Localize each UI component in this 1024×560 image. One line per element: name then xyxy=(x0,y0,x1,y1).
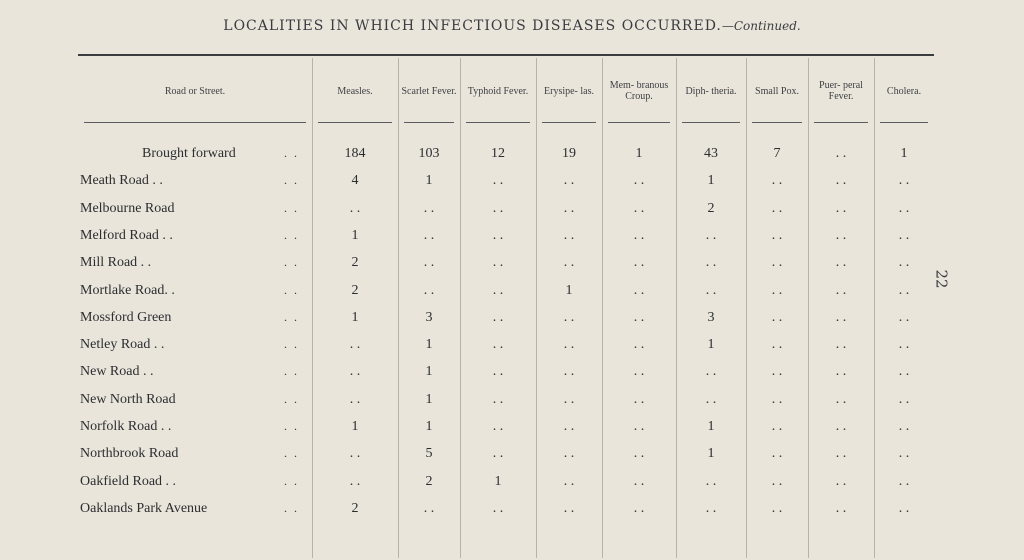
count-cell: . . xyxy=(492,364,504,380)
count-cell: . . xyxy=(898,500,910,516)
road-name: Mill Road . . xyxy=(80,255,152,271)
count-cell: . . xyxy=(492,255,504,271)
count-cell: 1 xyxy=(351,419,359,434)
table-row xyxy=(0,333,1024,359)
count-cell: 1 xyxy=(707,419,715,434)
road-name: Mortlake Road. . xyxy=(80,282,175,298)
count-cell: . . xyxy=(705,227,717,243)
count-cell: . . xyxy=(492,227,504,243)
count-cell: . . xyxy=(349,364,361,380)
leader-dots: . . xyxy=(284,364,299,379)
leader-dots: . . xyxy=(284,337,299,352)
count-cell: . . xyxy=(705,255,717,271)
count-cell: 2 xyxy=(351,255,359,271)
road-name: New Road . . xyxy=(80,364,154,380)
count-cell: . . xyxy=(771,364,783,380)
count-cell: . . xyxy=(835,419,847,434)
count-cell: . . xyxy=(835,200,847,216)
count-cell: . . xyxy=(835,500,847,516)
table-row xyxy=(0,415,1024,441)
count-cell: . . xyxy=(898,282,910,298)
leader-dots: . . xyxy=(284,146,299,160)
count-cell: . . xyxy=(771,227,783,243)
count-cell: . . xyxy=(349,473,361,489)
table-row xyxy=(0,142,1024,168)
road-name: Melbourne Road xyxy=(80,200,175,216)
count-cell: . . xyxy=(492,446,504,462)
header-underline xyxy=(880,122,928,123)
table-row xyxy=(0,224,1024,250)
count-cell: . . xyxy=(492,173,504,189)
count-cell: . . xyxy=(835,473,847,489)
count-cell: . . xyxy=(349,446,361,462)
count-cell: . . xyxy=(835,446,847,462)
column-header: Small Pox. xyxy=(755,85,799,97)
count-cell: . . xyxy=(898,419,910,434)
count-cell: . . xyxy=(563,337,575,353)
count-cell: . . xyxy=(633,200,645,216)
count-cell: . . xyxy=(633,282,645,298)
count-cell: . . xyxy=(633,473,645,489)
count-cell: . . xyxy=(771,255,783,271)
count-cell: . . xyxy=(633,446,645,462)
count-cell: . . xyxy=(349,337,361,353)
column-header: Measles. xyxy=(337,85,373,97)
count-cell: . . xyxy=(898,391,910,407)
column-header: Typhoid Fever. xyxy=(467,85,529,97)
count-cell: . . xyxy=(898,227,910,243)
count-cell: 1 xyxy=(425,364,433,380)
count-cell: . . xyxy=(492,391,504,407)
count-cell: . . xyxy=(633,364,645,380)
table-row xyxy=(0,279,1024,305)
leader-dots: . . xyxy=(284,500,299,515)
count-cell: . . xyxy=(349,200,361,216)
leader-dots: . . xyxy=(284,473,299,488)
count-cell: 103 xyxy=(418,146,440,161)
count-cell: 184 xyxy=(344,146,366,161)
count-cell: . . xyxy=(898,446,910,462)
title-suffix: —Continued. xyxy=(721,19,801,33)
header-underline xyxy=(814,122,868,123)
count-cell: 4 xyxy=(351,173,359,189)
count-cell: . . xyxy=(705,391,717,407)
count-cell: 1 xyxy=(351,227,359,243)
count-cell: 1 xyxy=(635,146,643,161)
road-name: Norfolk Road . . xyxy=(80,419,172,434)
count-cell: . . xyxy=(633,173,645,189)
count-cell: . . xyxy=(563,419,575,434)
count-cell: . . xyxy=(898,200,910,216)
count-cell: 1 xyxy=(707,446,715,462)
count-cell: 2 xyxy=(351,500,359,516)
road-name: New North Road xyxy=(80,391,176,407)
table-row xyxy=(0,497,1024,523)
leader-dots: . . xyxy=(284,255,299,270)
count-cell: . . xyxy=(423,200,435,216)
leader-dots: . . xyxy=(284,419,299,433)
leader-dots: . . xyxy=(284,282,299,297)
header-underline xyxy=(682,122,740,123)
table-row xyxy=(0,360,1024,386)
count-cell: 1 xyxy=(425,337,433,353)
count-cell: . . xyxy=(898,337,910,353)
road-name: Brought forward xyxy=(142,146,236,161)
count-cell: . . xyxy=(423,255,435,271)
count-cell: . . xyxy=(835,337,847,353)
count-cell: . . xyxy=(563,255,575,271)
count-cell: . . xyxy=(771,391,783,407)
top-rule xyxy=(78,54,934,56)
count-cell: 1 xyxy=(425,173,433,189)
count-cell: . . xyxy=(835,255,847,271)
count-cell: . . xyxy=(705,282,717,298)
count-cell: . . xyxy=(898,255,910,271)
count-cell: . . xyxy=(423,227,435,243)
count-cell: . . xyxy=(563,227,575,243)
header-underline xyxy=(404,122,454,123)
table-row xyxy=(0,169,1024,195)
road-name: Northbrook Road xyxy=(80,446,179,462)
count-cell: . . xyxy=(835,391,847,407)
leader-dots: . . xyxy=(284,173,299,188)
leader-dots: . . xyxy=(284,446,299,461)
count-cell: . . xyxy=(492,337,504,353)
count-cell: . . xyxy=(771,309,783,325)
count-cell: . . xyxy=(492,282,504,298)
page-number: 22 xyxy=(932,269,951,289)
count-cell: . . xyxy=(563,446,575,462)
count-cell: . . xyxy=(633,391,645,407)
count-cell: . . xyxy=(633,500,645,516)
count-cell: 2 xyxy=(707,200,715,216)
column-header: Mem- branous Croup. xyxy=(609,80,669,102)
count-cell: . . xyxy=(423,282,435,298)
page-title xyxy=(0,18,1024,34)
count-cell: . . xyxy=(563,500,575,516)
table-row xyxy=(0,197,1024,223)
count-cell: . . xyxy=(492,500,504,516)
header-underline xyxy=(542,122,596,123)
road-name: Netley Road . . xyxy=(80,337,165,353)
road-name: Meath Road . . xyxy=(80,173,163,189)
count-cell: . . xyxy=(771,200,783,216)
table-row xyxy=(0,442,1024,468)
count-cell: . . xyxy=(705,473,717,489)
count-cell: . . xyxy=(835,173,847,189)
count-cell: . . xyxy=(835,227,847,243)
count-cell: . . xyxy=(771,473,783,489)
count-cell: . . xyxy=(563,364,575,380)
count-cell: 43 xyxy=(704,146,718,161)
table-row xyxy=(0,306,1024,332)
leader-dots: . . xyxy=(284,200,299,215)
leader-dots: . . xyxy=(284,227,299,242)
count-cell: . . xyxy=(563,391,575,407)
count-cell: . . xyxy=(563,173,575,189)
count-cell: 12 xyxy=(491,146,505,161)
column-header: Puer- peral Fever. xyxy=(819,80,863,102)
road-name: Oaklands Park Avenue xyxy=(80,500,208,516)
count-cell: . . xyxy=(492,309,504,325)
header-underline xyxy=(318,122,392,123)
road-name: Melford Road . . xyxy=(80,227,173,243)
count-cell: . . xyxy=(705,364,717,380)
header-underline xyxy=(84,122,306,123)
leader-dots: . . xyxy=(284,309,299,324)
column-header: Road or Street. xyxy=(164,85,226,97)
column-header: Erysipe- las. xyxy=(544,85,594,97)
table-row xyxy=(0,388,1024,414)
count-cell: . . xyxy=(633,309,645,325)
count-cell: . . xyxy=(633,419,645,434)
count-cell: . . xyxy=(898,473,910,489)
count-cell: . . xyxy=(771,173,783,189)
count-cell: 5 xyxy=(425,446,433,462)
count-cell: 1 xyxy=(707,173,715,189)
count-cell: 3 xyxy=(707,309,715,325)
road-name: Oakfield Road . . xyxy=(80,473,177,489)
count-cell: . . xyxy=(835,146,847,161)
count-cell: 1 xyxy=(494,473,502,489)
column-header: Diph- theria. xyxy=(685,85,737,97)
count-cell: . . xyxy=(835,364,847,380)
count-cell: . . xyxy=(349,391,361,407)
count-cell: . . xyxy=(563,200,575,216)
leader-dots: . . xyxy=(284,391,299,406)
count-cell: 1 xyxy=(425,391,433,407)
count-cell: . . xyxy=(633,337,645,353)
column-header: Cholera. xyxy=(886,85,922,97)
count-cell: 1 xyxy=(425,419,433,434)
count-cell: . . xyxy=(563,309,575,325)
count-cell: . . xyxy=(771,282,783,298)
count-cell: 7 xyxy=(773,146,781,161)
count-cell: . . xyxy=(898,364,910,380)
header-underline xyxy=(466,122,530,123)
count-cell: . . xyxy=(835,309,847,325)
count-cell: 3 xyxy=(425,309,433,325)
count-cell: 1 xyxy=(351,309,359,325)
title-text: LOCALITIES IN WHICH INFECTIOUS DISEASES OCCURRED. xyxy=(223,18,722,34)
count-cell: 1 xyxy=(707,337,715,353)
count-cell: 19 xyxy=(562,146,576,161)
count-cell: 1 xyxy=(900,146,908,161)
count-cell: . . xyxy=(633,227,645,243)
count-cell: . . xyxy=(492,200,504,216)
table-row xyxy=(0,470,1024,496)
count-cell: . . xyxy=(898,309,910,325)
count-cell: 2 xyxy=(425,473,433,489)
count-cell: 2 xyxy=(351,282,359,298)
count-cell: . . xyxy=(705,500,717,516)
count-cell: . . xyxy=(633,255,645,271)
count-cell: . . xyxy=(771,500,783,516)
count-cell: 1 xyxy=(565,282,573,298)
road-name: Mossford Green xyxy=(80,309,172,325)
table-row xyxy=(0,251,1024,277)
count-cell: . . xyxy=(563,473,575,489)
count-cell: . . xyxy=(771,446,783,462)
header-underline xyxy=(752,122,802,123)
count-cell: . . xyxy=(771,337,783,353)
count-cell: . . xyxy=(771,419,783,434)
column-header: Scarlet Fever. xyxy=(401,85,457,97)
count-cell: . . xyxy=(835,282,847,298)
header-underline xyxy=(608,122,670,123)
count-cell: . . xyxy=(898,173,910,189)
count-cell: . . xyxy=(492,419,504,434)
count-cell: . . xyxy=(423,500,435,516)
